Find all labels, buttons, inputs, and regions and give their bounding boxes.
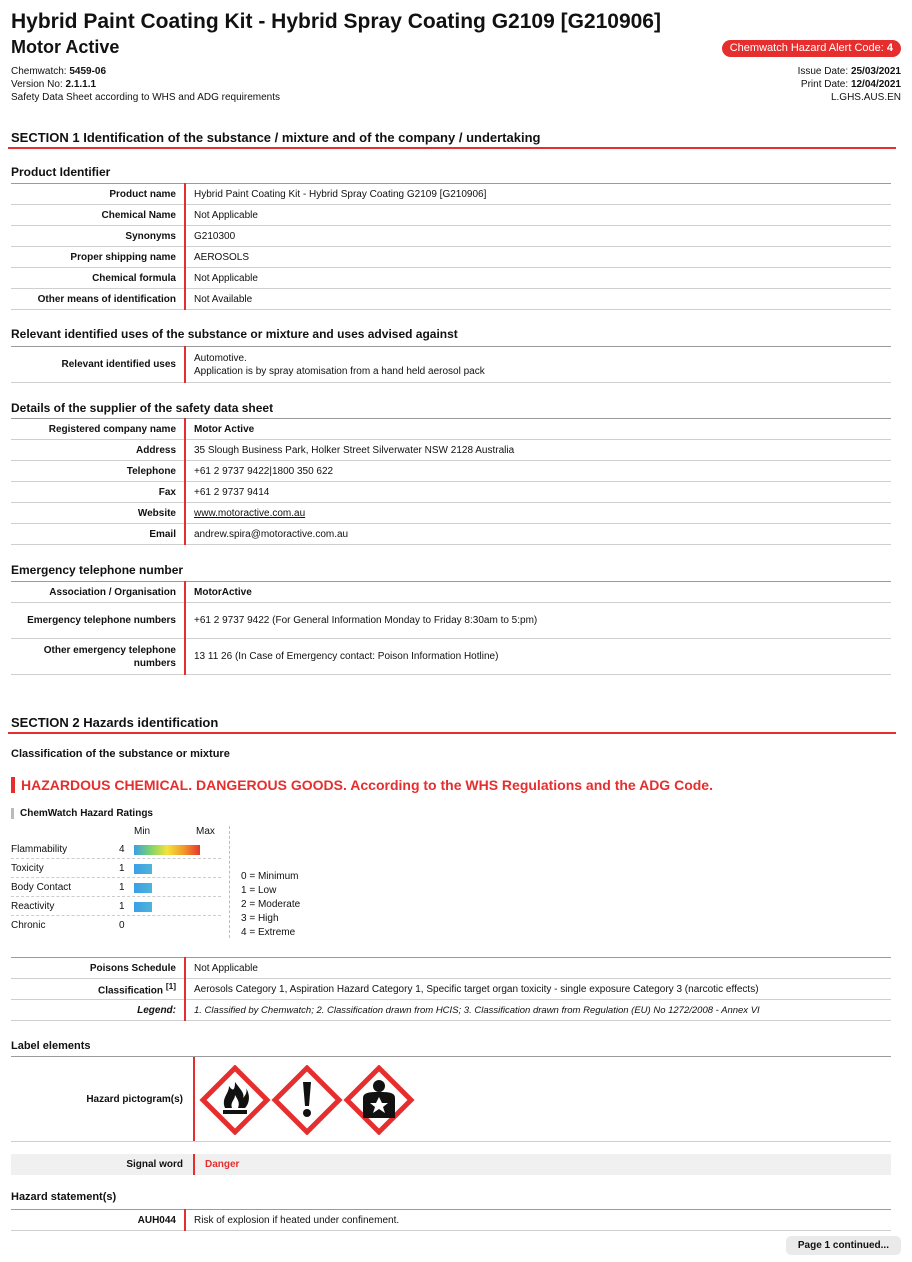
rating-label: Flammability — [11, 844, 68, 855]
legend-item: 4 = Extreme — [241, 927, 296, 938]
version-number: 2.1.1.1 — [65, 79, 97, 90]
row-value: +61 2 9737 9422|1800 350 622 — [185, 461, 891, 482]
classification-ref: [1] — [165, 981, 176, 992]
classification-heading: Classification of the substance or mixture — [11, 748, 230, 760]
uses-table — [11, 346, 891, 383]
rating-value: 1 — [119, 882, 125, 893]
rating-bar — [134, 883, 152, 893]
rating-row — [11, 897, 221, 916]
alert-code: 4 — [886, 42, 893, 54]
row-key: Chemical Name — [11, 205, 185, 226]
section-1-title: SECTION 1 Identification of the substance / mixture and of the company / undertaking — [11, 130, 541, 145]
ratings-max-label: Max — [196, 826, 215, 837]
row-value: 35 Slough Business Park, Holker Street Silverwater NSW 2128 Australia — [185, 440, 891, 461]
row-value: +61 2 9737 9414 — [185, 482, 891, 503]
uses-heading: Relevant identified uses of the substance or mixture and uses advised against — [11, 327, 458, 341]
ratings-title: ChemWatch Hazard Ratings — [11, 808, 153, 819]
chemwatch-label: Chemwatch: — [11, 66, 67, 77]
table-row — [11, 419, 891, 440]
row-key: Emergency telephone numbers — [11, 603, 185, 639]
row-key: Telephone — [11, 461, 185, 482]
row-key: Legend: — [11, 1000, 185, 1021]
section-1-divider — [8, 147, 896, 149]
table-row — [11, 347, 891, 383]
row-key: AUH044 — [11, 1210, 185, 1231]
document-title: Hybrid Paint Coating Kit - Hybrid Spray Coating G2109 [G210906] — [11, 10, 661, 33]
sds-note: Safety Data Sheet according to WHS and ADG requirements — [11, 92, 281, 103]
row-value: G210300 — [185, 226, 891, 247]
table-row — [11, 205, 891, 226]
signal-word-label: Signal word — [11, 1154, 195, 1175]
table-row — [11, 1000, 891, 1021]
row-value — [185, 347, 891, 383]
uses-line-1: Automotive. — [194, 352, 247, 364]
table-row — [11, 184, 891, 205]
hazard-statements-table — [11, 1209, 891, 1231]
table-row — [11, 482, 891, 503]
row-key: Fax — [11, 482, 185, 503]
row-key: Poisons Schedule — [11, 958, 185, 979]
hazard-alert-badge — [722, 40, 901, 57]
row-key — [11, 979, 185, 1000]
row-value: Motor Active — [185, 419, 891, 440]
row-value: 13 11 26 (In Case of Emergency contact: Poison Information Hotline) — [185, 639, 891, 675]
ratings-divider — [229, 826, 230, 938]
row-value: Aerosols Category 1, Aspiration Hazard Category 1, Specific target organ toxicity - single exposure Category 3 (narcotic effects) — [185, 979, 891, 1000]
row-value: Hybrid Paint Coating Kit - Hybrid Spray Coating G2109 [G210906] — [185, 184, 891, 205]
emergency-heading: Emergency telephone number — [11, 563, 184, 577]
table-row — [11, 461, 891, 482]
classification-table — [11, 957, 891, 1021]
table-row — [11, 639, 891, 675]
chemwatch-number: 5459-06 — [69, 66, 107, 77]
rating-label: Reactivity — [11, 901, 55, 912]
row-key: Email — [11, 524, 185, 545]
row-key: Relevant identified uses — [11, 347, 185, 383]
meta-left — [11, 65, 280, 104]
legend-item: 3 = High — [241, 913, 279, 924]
pictogram-row — [11, 1056, 891, 1142]
print-date: 12/04/2021 — [850, 79, 901, 90]
rating-bar — [134, 902, 152, 912]
row-key: Other emergency telephone numbers — [11, 639, 185, 675]
row-key: Product name — [11, 184, 185, 205]
rating-label: Chronic — [11, 920, 46, 931]
website-link[interactable]: www.motoractive.com.au — [194, 507, 306, 519]
rating-value: 0 — [119, 920, 125, 931]
table-row — [11, 268, 891, 289]
product-identifier-table — [11, 183, 891, 310]
row-value: Risk of explosion if heated under confinement. — [185, 1210, 891, 1231]
rating-row — [11, 878, 221, 897]
label-elements-heading: Label elements — [11, 1040, 91, 1052]
table-row — [11, 524, 891, 545]
pictogram-group — [199, 1065, 419, 1135]
rating-label: Toxicity — [11, 863, 44, 874]
classification-key: Classification — [98, 985, 164, 997]
table-row — [11, 979, 891, 1000]
hazard-statements-heading: Hazard statement(s) — [11, 1191, 117, 1203]
rating-row — [11, 840, 221, 859]
signal-word-row — [11, 1154, 891, 1175]
row-value: MotorActive — [185, 582, 891, 603]
row-value: +61 2 9737 9422 (For General Information Monday to Friday 8:30am to 5:pm) — [185, 603, 891, 639]
section-2-title: SECTION 2 Hazards identification — [11, 715, 219, 730]
row-value: Not Applicable — [185, 958, 891, 979]
legend-item: 2 = Moderate — [241, 899, 301, 910]
ratings-legend — [241, 870, 300, 940]
rating-bar — [134, 845, 200, 855]
table-row — [11, 289, 891, 310]
row-value — [185, 503, 891, 524]
table-row — [11, 247, 891, 268]
row-value: Not Applicable — [185, 205, 891, 226]
issue-date-label: Issue Date: — [797, 66, 849, 77]
table-row — [11, 226, 891, 247]
emergency-table — [11, 581, 891, 675]
supplier-table — [11, 418, 891, 545]
row-key: Other means of identification — [11, 289, 185, 310]
row-value: Not Applicable — [185, 268, 891, 289]
print-date-label: Print Date: — [800, 79, 849, 90]
document-code: L.GHS.AUS.EN — [830, 92, 901, 103]
rating-bar — [134, 864, 152, 874]
row-value: AEROSOLS — [185, 247, 891, 268]
health-hazard-icon — [347, 1068, 411, 1132]
row-value: Not Available — [185, 289, 891, 310]
table-row — [11, 603, 891, 639]
row-key: Chemical formula — [11, 268, 185, 289]
issue-date: 25/03/2021 — [850, 66, 901, 77]
meta-right — [798, 65, 901, 104]
row-key: Address — [11, 440, 185, 461]
row-key: Synonyms — [11, 226, 185, 247]
uses-line-2: Application is by spray atomisation from a hand held aerosol pack — [194, 365, 485, 377]
product-identifier-heading: Product Identifier — [11, 165, 111, 179]
table-row — [11, 582, 891, 603]
alert-label: Chemwatch Hazard Alert Code: — [729, 42, 884, 54]
rating-value: 4 — [119, 844, 125, 855]
table-row — [11, 440, 891, 461]
table-row — [11, 1210, 891, 1231]
hazard-banner: HAZARDOUS CHEMICAL. DANGEROUS GOODS. According to the WHS Regulations and the ADG Code. — [11, 777, 713, 793]
legend-item: 1 = Low — [241, 885, 277, 896]
exclamation-icon — [275, 1068, 339, 1132]
rating-label: Body Contact — [11, 882, 72, 893]
version-label: Version No: — [11, 79, 63, 90]
legend-item: 0 = Minimum — [241, 871, 299, 882]
row-key: Website — [11, 503, 185, 524]
page-continued-label: Page 1 continued... — [786, 1236, 901, 1255]
row-key: Association / Organisation — [11, 582, 185, 603]
company-name: Motor Active — [11, 37, 120, 57]
signal-word-value: Danger — [205, 1159, 240, 1170]
supplier-heading: Details of the supplier of the safety data sheet — [11, 401, 274, 415]
flame-icon — [203, 1068, 267, 1132]
table-row — [11, 503, 891, 524]
table-row — [11, 958, 891, 979]
rating-row — [11, 859, 221, 878]
section-2-divider — [8, 732, 896, 734]
row-key: Proper shipping name — [11, 247, 185, 268]
row-value: andrew.spira@motoractive.com.au — [185, 524, 891, 545]
rating-value: 1 — [119, 863, 125, 874]
ratings-min-label: Min — [134, 826, 151, 837]
row-value: 1. Classified by Chemwatch; 2. Classification drawn from HCIS; 3. Classification drawn from Regulation (EU) No 1272/2008 - Annex VI — [185, 1000, 891, 1021]
rating-value: 1 — [119, 901, 125, 912]
rating-row — [11, 916, 221, 935]
row-key: Registered company name — [11, 419, 185, 440]
pictogram-label: Hazard pictogram(s) — [11, 1057, 195, 1141]
